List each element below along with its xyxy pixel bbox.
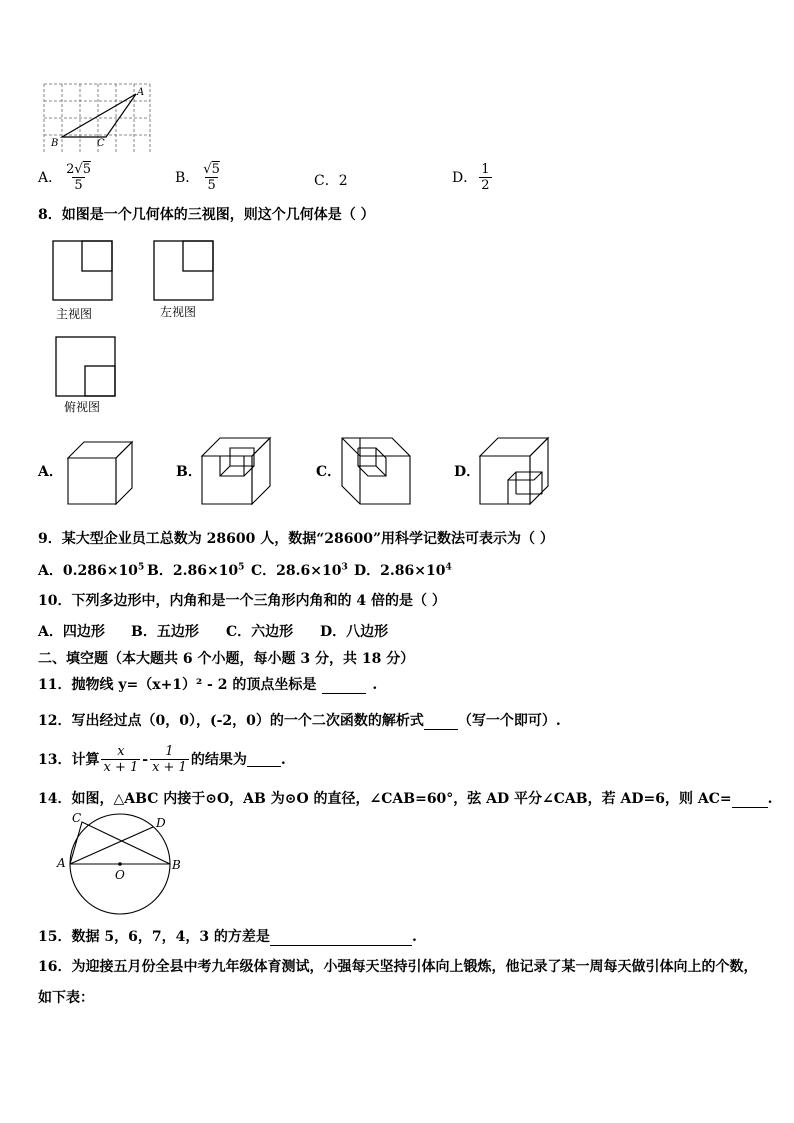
q9-option-a: A．$0.286\times 10^5$	[38, 562, 145, 579]
left-view-caption: 左视图	[160, 305, 197, 319]
q10-option-c: C．六边形	[226, 624, 294, 640]
q13: 13．计算 $\frac{x}{x + 1}$ - $\frac{1}{x + 1}$ 的结果为 .	[38, 744, 286, 775]
label-a: A	[57, 856, 66, 870]
label-c: C	[97, 138, 105, 149]
q7-option-d: D． $\frac{1}{2}$	[452, 162, 490, 193]
q11-answer-blank	[322, 679, 366, 694]
q8-option-d-label: D．	[454, 464, 481, 480]
q14-circle-figure	[52, 810, 188, 920]
q8-question: 8．如图是一个几何体的三视图，则这个几何体是（ ）	[38, 207, 375, 223]
label-a: A	[137, 87, 145, 98]
label-b: B	[51, 138, 59, 149]
front-view-figure	[52, 240, 114, 302]
label-o: O	[115, 868, 125, 882]
q9-option-d: D．$2.86\times 10^4$	[354, 562, 452, 579]
q10-question: 10．下列多边形中，内角和是一个三角形内角和的 4 倍的是（ ）	[38, 593, 446, 609]
q9-option-c: C．$28.6\times 10^3$	[251, 562, 348, 579]
q7-option-c: C．2	[314, 173, 348, 189]
triangle-abc	[62, 94, 136, 137]
q9-option-b: B．$2.86\times 10^5$	[147, 562, 245, 579]
q15-answer-blank	[270, 931, 412, 946]
q10-option-d: D．八边形	[320, 624, 389, 640]
q14-question: 14．如图，△ABC 内接于⊙O，AB 为⊙O 的直径，∠CAB=60°，弦 AD 平分∠CAB，若 AD=6，则 AC= .	[38, 791, 773, 807]
q7-grid-figure	[40, 82, 156, 152]
top-view-figure	[55, 336, 117, 398]
q8-option-a-label: A．	[38, 464, 63, 480]
q12: 12．写出经过点（0，0），(-2，0）的一个二次函数的解析式 （写一个即可）.	[38, 713, 561, 729]
q12-answer-blank	[424, 715, 458, 730]
q10-option-b: B．五边形	[131, 624, 199, 640]
q8-option-a-figure	[66, 440, 136, 506]
label-c: C	[72, 811, 82, 825]
q9-question: 9．某大型企业员工总数为 28600 人，数据“28600”用科学记数法可表示为（ ）	[38, 531, 554, 547]
top-view-caption: 俯视图	[64, 400, 101, 414]
q7-option-b: B． $\frac{√5}{5}$	[175, 162, 220, 193]
q8-option-d-figure	[478, 436, 552, 506]
q7-option-a: A． $\frac{2√5}{5}$	[38, 162, 91, 193]
q8-option-c-figure	[340, 436, 414, 506]
label-d: D	[156, 816, 166, 830]
front-view-caption: 主视图	[56, 307, 93, 321]
q8-option-b-label: B．	[176, 464, 202, 480]
q13-answer-blank	[247, 752, 281, 767]
q10-option-a: A．四边形	[38, 624, 105, 640]
q16-line-1: 16．为迎接五月份全县中考九年级体育测试，小强每天坚持引体向上锻炼，他记录了某一周每天做引体向上的个数，	[38, 959, 758, 975]
section-2-heading: 二、填空题（本大题共 6 个小题，每小题 3 分，共 18 分）	[38, 651, 415, 667]
q16-line-2: 如下表：	[38, 990, 94, 1006]
q15: 15．数据 5，6，7，4，3 的方差是 .	[38, 929, 417, 945]
label-b: B	[172, 858, 181, 872]
left-view-figure	[153, 240, 215, 302]
q11: 11．抛物线 y=（x+1）² - 2 的顶点坐标是 .	[38, 677, 378, 693]
q8-option-b-figure	[200, 436, 274, 506]
q14-answer-blank	[732, 793, 768, 808]
q8-option-c-label: C．	[316, 464, 342, 480]
